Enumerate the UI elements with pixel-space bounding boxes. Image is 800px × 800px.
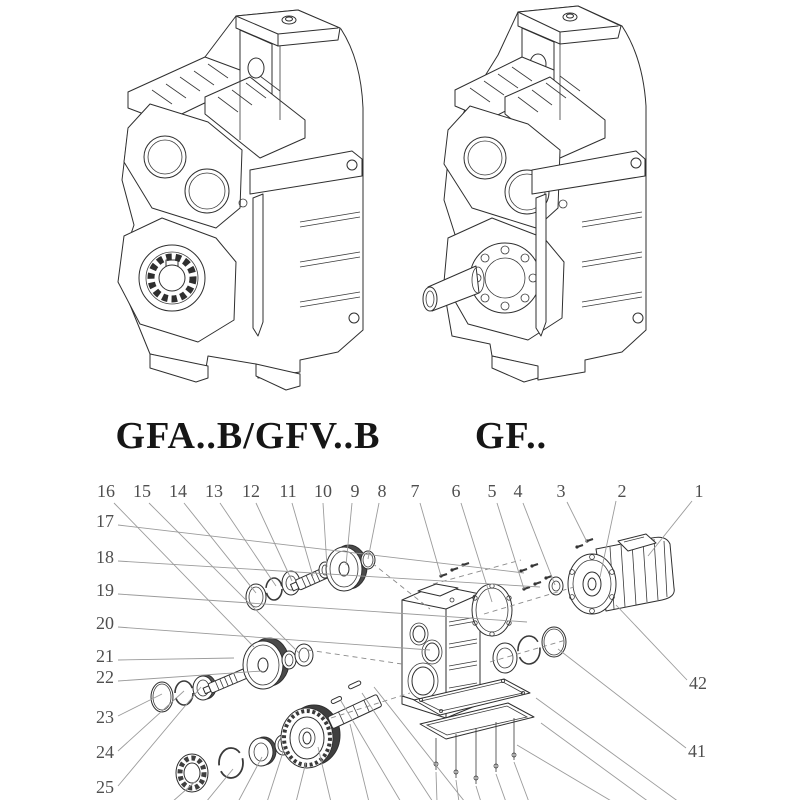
leader-line-cutoff <box>456 780 459 800</box>
callout-number-7: 7 <box>410 481 420 501</box>
leader-line-42 <box>616 605 687 680</box>
callout-number-14: 14 <box>169 481 187 501</box>
callout-number-25: 25 <box>96 777 114 797</box>
leader-line-cutoff <box>496 774 506 800</box>
leader-line-4 <box>523 503 555 585</box>
stud-bolt-head <box>544 576 547 579</box>
motor-assembly <box>568 534 674 614</box>
callout-number-11: 11 <box>279 481 297 501</box>
leader-line-7 <box>420 503 441 576</box>
leader-line-41 <box>558 649 686 748</box>
leader-line-11 <box>292 503 313 576</box>
leader-line-cutoff <box>536 698 679 800</box>
leader-line-10 <box>323 503 327 567</box>
assembly-axis-dashed-line <box>308 650 402 664</box>
leader-line-14 <box>184 503 256 593</box>
leader-line-cutoff <box>541 723 649 800</box>
callout-number-10: 10 <box>314 481 332 501</box>
leader-line-cutoff <box>476 786 481 800</box>
leader-line-5 <box>497 503 524 589</box>
model-label-gf: GF.. <box>474 415 548 457</box>
callout-number-6: 6 <box>451 481 461 501</box>
callout-number-16: 16 <box>97 481 115 501</box>
model-label-gfab: GFA..B/GFV..B <box>115 415 381 457</box>
leader-line-13 <box>220 503 276 586</box>
callout-number-17: 17 <box>96 511 114 531</box>
callout-number-23: 23 <box>96 707 114 727</box>
callout-number-20: 20 <box>96 613 114 633</box>
shaft-keys <box>328 680 364 704</box>
gearbox-drawing-gf <box>423 6 646 382</box>
leader-line-cutoff <box>350 724 369 800</box>
leader-line-cutoff <box>436 772 437 800</box>
callout-number-4: 4 <box>513 481 523 501</box>
leader-line-cutoff <box>514 762 529 800</box>
callout-number-9: 9 <box>350 481 360 501</box>
leader-line-3 <box>567 502 587 542</box>
gearbox-drawing-gfab <box>118 10 363 390</box>
motor-flange-parts <box>472 577 566 673</box>
leader-line-cutoff <box>517 745 613 800</box>
stud-bolt-head <box>450 568 453 571</box>
exploded-view <box>151 534 674 792</box>
callout-number-3: 3 <box>556 481 566 501</box>
callout-number-24: 24 <box>96 742 114 762</box>
callout-number-19: 19 <box>96 580 114 600</box>
leader-line-cutoff <box>238 757 262 800</box>
callout-number-18: 18 <box>96 547 114 567</box>
stud-bolt-head <box>575 545 578 548</box>
callout-number-2: 2 <box>617 481 627 501</box>
callout-number-1: 1 <box>694 481 704 501</box>
callout-number-21: 21 <box>96 646 114 666</box>
callout-number-5: 5 <box>487 481 497 501</box>
leader-line-21 <box>118 658 234 660</box>
callout-number-8: 8 <box>377 481 387 501</box>
callout-number-22: 22 <box>96 667 114 687</box>
callout-number-42: 42 <box>689 673 707 693</box>
leader-line-16 <box>114 503 254 647</box>
intermediate-shaft-assembly <box>151 638 313 712</box>
callout-number-12: 12 <box>242 481 260 501</box>
input-shaft-assembly <box>246 545 375 610</box>
leader-line-6 <box>461 503 492 602</box>
leader-line-cutoff <box>206 769 233 800</box>
leader-line-8 <box>368 503 379 559</box>
leader-line-cutoff <box>341 701 401 800</box>
callout-number-41: 41 <box>688 741 706 761</box>
callout-number-15: 15 <box>133 481 151 501</box>
stud-bolt-head <box>533 582 536 585</box>
callout-number-13: 13 <box>205 481 223 501</box>
stud-bolt-head <box>530 564 533 567</box>
